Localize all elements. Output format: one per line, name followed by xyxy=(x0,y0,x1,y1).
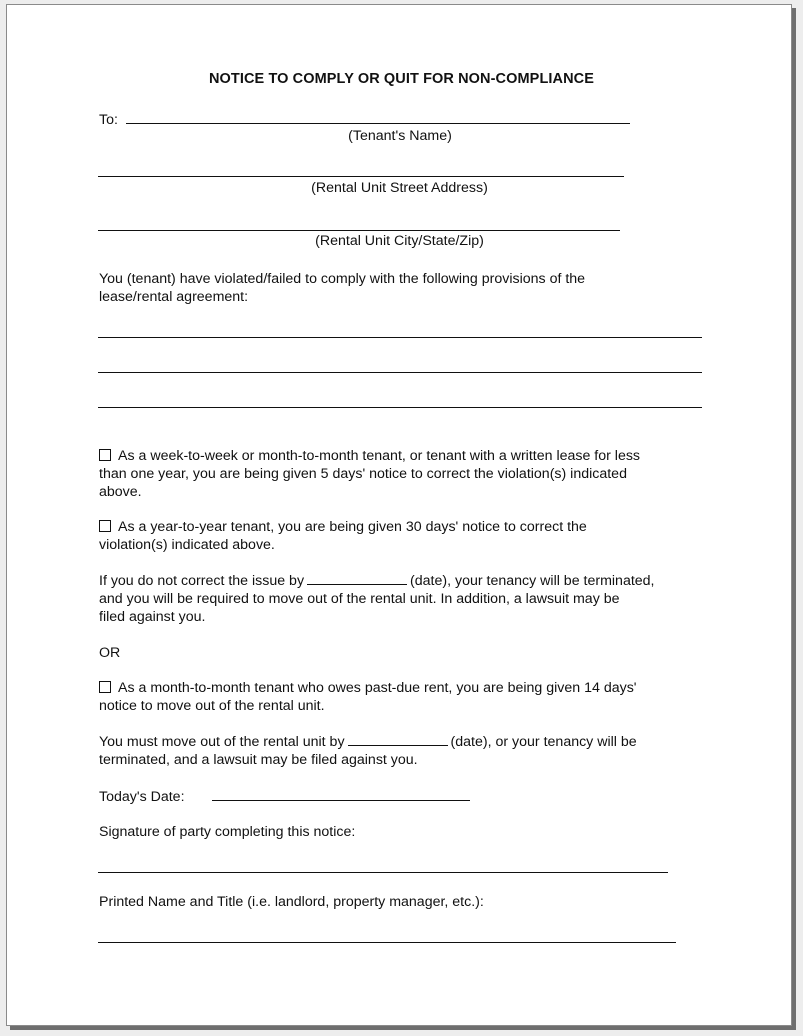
street-address-line[interactable] xyxy=(98,176,624,177)
city-state-zip-caption: (Rental Unit City/State/Zip) xyxy=(315,233,484,249)
option-1-checkbox[interactable] xyxy=(99,449,111,461)
tenant-name-caption: (Tenant's Name) xyxy=(348,128,452,144)
provision-line-2[interactable] xyxy=(98,372,702,373)
move-text-b: (date), or your tenancy will be xyxy=(450,734,637,750)
correct-text-b: (date), your tenancy will be terminated, xyxy=(410,573,655,589)
printed-name-line[interactable] xyxy=(98,942,676,943)
option-3-line-2: notice to move out of the rental unit. xyxy=(99,698,325,714)
street-address-caption: (Rental Unit Street Address) xyxy=(311,180,488,196)
provision-line-3[interactable] xyxy=(98,407,702,408)
option-3-checkbox[interactable] xyxy=(99,681,111,693)
correct-line-2: and you will be required to move out of the rental unit. In addition, a lawsuit may be xyxy=(99,591,620,607)
todays-date-line[interactable] xyxy=(212,800,470,801)
tenant-name-line[interactable] xyxy=(126,123,630,124)
option-1-line-3: above. xyxy=(99,484,142,500)
or-label: OR xyxy=(99,645,121,661)
option-3-line-1 xyxy=(99,679,637,697)
option-1-text: As a week-to-week or month-to-month tenant, or tenant with a written lease for less xyxy=(118,448,641,464)
option-1-line-2: than one year, you are being given 5 days' notice to correct the violation(s) indicated xyxy=(99,466,627,482)
correct-line-3: filed against you. xyxy=(99,609,206,625)
document-title: NOTICE TO COMPLY OR QUIT FOR NON-COMPLIANCE xyxy=(208,71,595,87)
signature-line[interactable] xyxy=(98,872,668,873)
move-out-date-field[interactable] xyxy=(348,733,448,746)
signature-label: Signature of party completing this notice: xyxy=(99,824,356,840)
move-line-1 xyxy=(99,733,637,751)
correct-line-1 xyxy=(99,572,655,590)
correct-date-field[interactable] xyxy=(307,572,407,585)
to-label: To: xyxy=(99,112,118,128)
printed-name-label: Printed Name and Title (i.e. landlord, property manager, etc.): xyxy=(99,894,484,910)
option-2-line-1 xyxy=(99,518,587,536)
option-1-line-1 xyxy=(99,447,640,465)
violation-text-line-1: You (tenant) have violated/failed to comply with the following provisions of the xyxy=(99,271,586,287)
move-line-2: terminated, and a lawsuit may be filed against you. xyxy=(99,752,418,768)
option-2-checkbox[interactable] xyxy=(99,520,111,532)
provision-line-1[interactable] xyxy=(98,337,702,338)
option-3-text: As a month-to-month tenant who owes past-due rent, you are being given 14 days' xyxy=(118,680,637,696)
option-2-text: As a year-to-year tenant, you are being given 30 days' notice to correct the xyxy=(118,519,587,535)
violation-text-line-2: lease/rental agreement: xyxy=(99,289,249,305)
move-text-a: You must move out of the rental unit by xyxy=(99,734,345,750)
city-state-zip-line[interactable] xyxy=(98,230,620,231)
todays-date-label: Today's Date: xyxy=(99,789,185,805)
correct-text-a: If you do not correct the issue by xyxy=(99,573,305,589)
option-2-line-2: violation(s) indicated above. xyxy=(99,537,275,553)
